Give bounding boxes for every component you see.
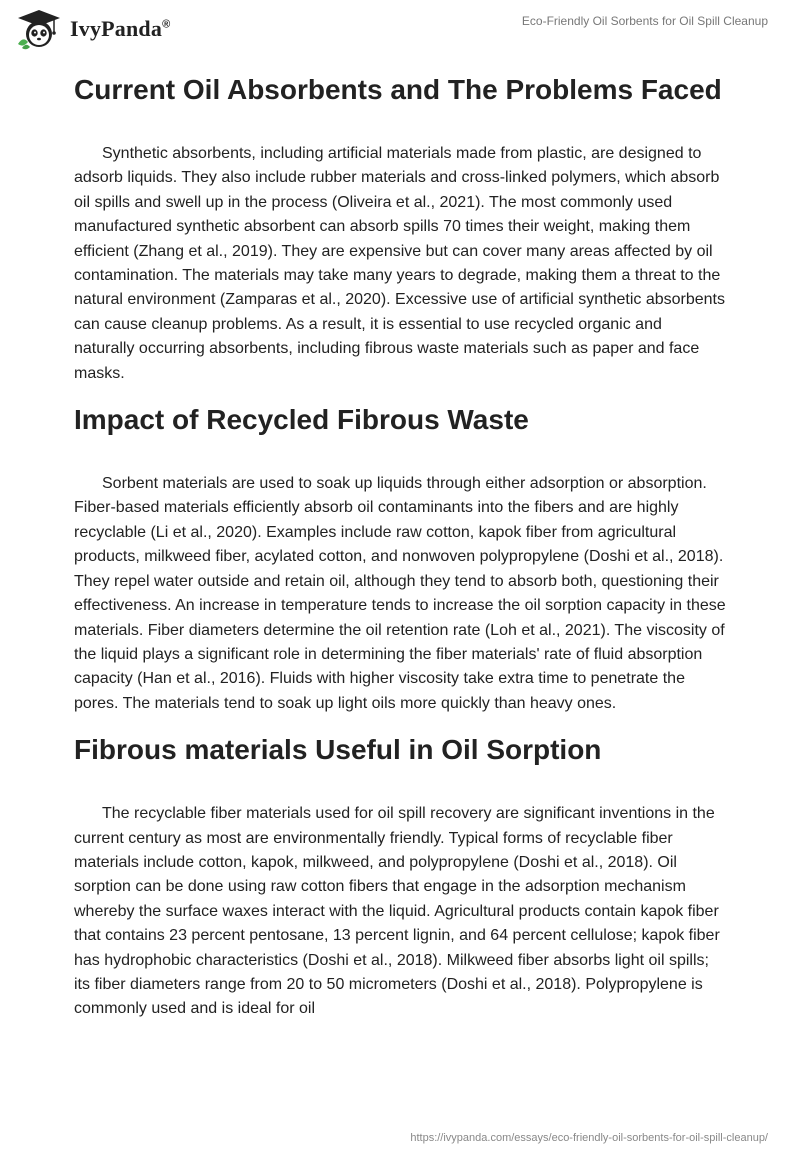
section-paragraph: Sorbent materials are used to soak up liquids through either adsorption or absorption. Fiber-based materials efficiently absorb oil contaminants into the fibers and are highly recyclable (Li et al., 2020). Examples include raw cotton, kapok fiber from agricultural products, milkweed fiber, acylated cotton, and nonwoven polypropylene (Doshi et al., 2018). They repel water outside and retain oil, although they tend to absorb both, questioning their effectiveness. An increase in temperature tends to increase the oil sorption capacity in these materials. Fiber diameters determine the oil retention rate (Loh et al., 2021). The viscosity of the liquid plays a significant role in determining the fiber materials' rate of fluid absorption capacity (Han et al., 2016). Fluids with higher viscosity take extra time to penetrate the pores. The materials tend to soak up light oils more quickly than heavy ones. bbox=[74, 475, 726, 712]
panda-graduate-icon bbox=[14, 8, 64, 50]
section-heading: Impact of Recycled Fibrous Waste bbox=[74, 404, 529, 436]
page-header bbox=[0, 0, 800, 60]
logo-wordmark bbox=[70, 16, 170, 42]
section-heading: Current Oil Absorbents and The Problems Faced bbox=[74, 74, 722, 105]
logo-text: IvyPanda bbox=[70, 16, 163, 41]
document-title: Eco-Friendly Oil Sorbents for Oil Spill Cleanup bbox=[521, 14, 768, 28]
source-url-link[interactable]: https://ivypanda.com/essays/eco-friendly-oil-sorbents-for-oil-spill-cleanup/ bbox=[410, 1132, 768, 1144]
section-paragraph: Synthetic absorbents, including artificial materials made from plastic, are designed to adsorb liquids. They also include rubber materials and cross-linked polymers, which absorb oil spills and swell up in the process (Oliveira et al., 2021). The most commonly used manufactured synthetic absorbent can absorb spills 70 times their weight, making them efficient (Zhang et al., 2019). They are expensive but can cover many areas affected by oil contamination. The materials may take many years to degrade, making them a threat to the natural environment (Zamparas et al., 2020). Excessive use of artificial synthetic absorbents can cause cleanup problems. As a result, it is essential to use recycled organic and naturally occurring absorbents, including fibrous waste materials such as paper and face masks. bbox=[74, 145, 725, 382]
registered-mark: ® bbox=[162, 18, 171, 31]
section-heading: Fibrous materials Useful in Oil Sorption bbox=[74, 734, 602, 766]
section-paragraph: The recyclable fiber materials used for oil spill recovery are significant inventions in the current century as most are environmentally friendly. Typical forms of recyclable fiber materials include cotton, kapok, milkweed, and polypropylene (Doshi et al., 2018). Oil sorption can be done using raw cotton fibers that engage in the adsorption mechanism whereby the surface waxes interact with the liquid. Agricultural products contain kapok fiber that contains 23 percent pentosane, 13 percent lignin, and 64 percent cellulose; kapok fiber has hydrophobic characteristics (Doshi et al., 2018). Milkweed fiber absorbs light oil spills; its fiber diameters range from 20 to 50 micrometers (Doshi et al., 2018). Polypropylene is commonly used and is ideal for oil bbox=[74, 805, 720, 1018]
ivypanda-logo[interactable] bbox=[14, 8, 170, 50]
essay-content bbox=[74, 70, 726, 1022]
